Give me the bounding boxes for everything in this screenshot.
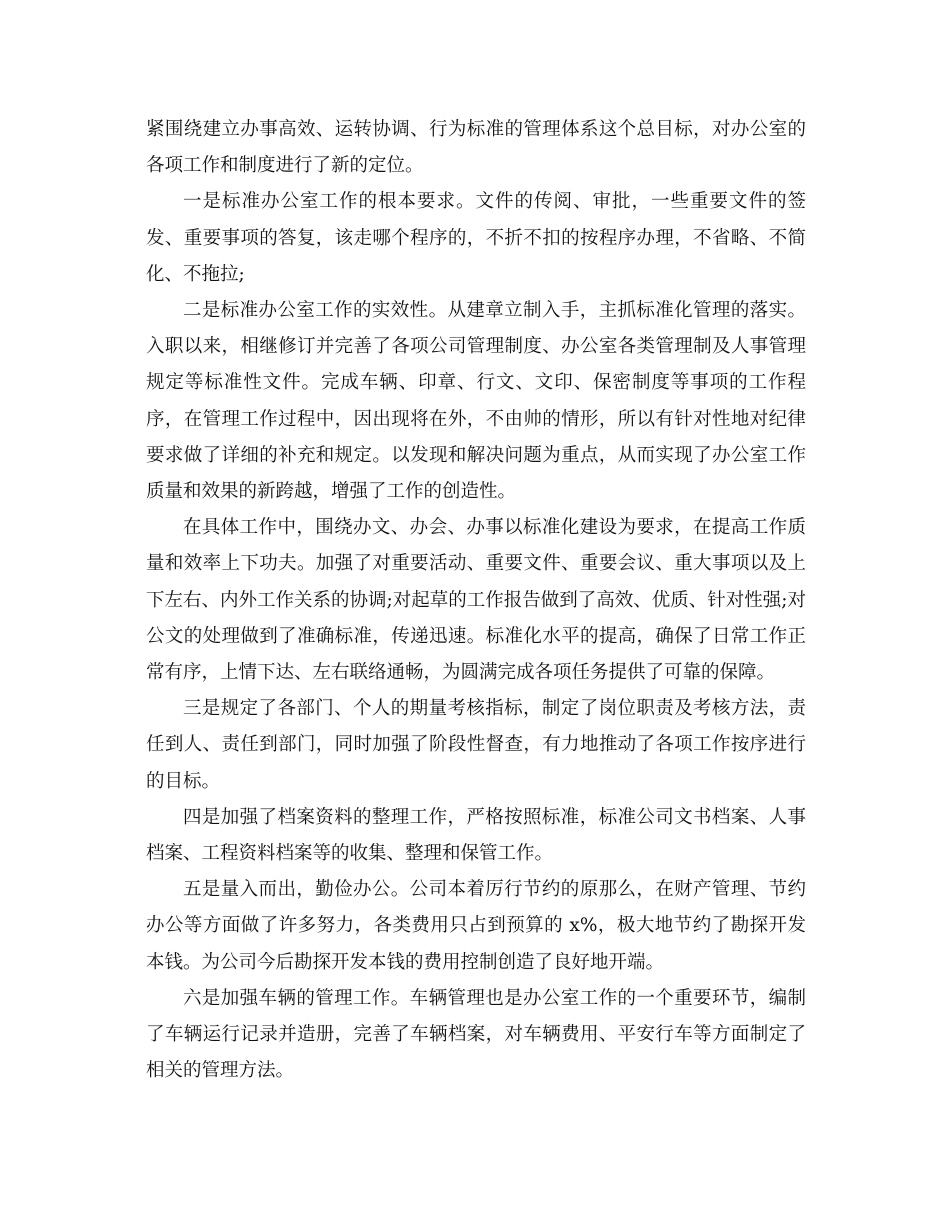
paragraph-3: 二是标准办公室工作的实效性。从建章立制入手，主抓标准化管理的落实。入职以来，相继修订并完善了各项公司管理制度、办公室各类管理制及人事管理规定等标准性文件。完成车辆、印章、行文、文印、保密制度等事项的工作程序，在管理工作过程中，因出现将在外，不由帅的情形，所以有针对性地对纪律要求做了详细的补充和规定。以发现和解决问题为重点，从而实现了办公室工作质量和效果的新跨越，增强了工作的创造性。: [146, 300, 806, 503]
paragraph-5: 三是规定了各部门、个人的期量考核指标，制定了岗位职责及考核方法，责任到人、责任到部门，同时加强了阶段性督查，有力地推动了各项工作按序进行的目标。: [146, 698, 806, 792]
paragraph-6: 四是加强了档案资料的整理工作，严格按照标准，标准公司文书档案、人事档案、工程资料档案等的收集、整理和保管工作。: [146, 806, 806, 865]
document-body: [146, 112, 806, 1089]
paragraph-2: 一是标准办公室工作的根本要求。文件的传阅、审批，一些重要文件的签发、重要事项的答复，该走哪个程序的，不折不扣的按程序办理，不省略、不简化、不拖拉;: [146, 191, 806, 285]
paragraph-1: 紧围绕建立办事高效、运转协调、行为标准的管理体系这个总目标，对办公室的各项工作和制度进行了新的定位。: [146, 119, 806, 177]
paragraph-7: 五是量入而出，勤俭办公。公司本着厉行节约的原那么，在财产管理、节约办公等方面做了许多努力，各类费用只占到预算的 x%，极大地节约了勘探开发本钱。为公司今后勘探开发本钱的费用控制创造了良好地开端。: [146, 879, 806, 973]
paragraph-8: 六是加强车辆的管理工作。车辆管理也是办公室工作的一个重要环节，编制了车辆运行记录并造册，完善了车辆档案，对车辆费用、平安行车等方面制定了相关的管理方法。: [146, 987, 806, 1082]
paragraph-4: 在具体工作中，围绕办文、办会、办事以标准化建设为要求，在提高工作质量和效率上下功夫。加强了对重要活动、重要文件、重要会议、重大事项以及上下左右、内外工作关系的协调;对起草的工作报告做到了高效、优质、针对性强;对公文的处理做到了准确标准，传递迅速。标准化水平的提高，确保了日常工作正常有序，上情下达、左右联络通畅，为圆满完成各项任务提供了可靠的保障。: [146, 517, 806, 684]
